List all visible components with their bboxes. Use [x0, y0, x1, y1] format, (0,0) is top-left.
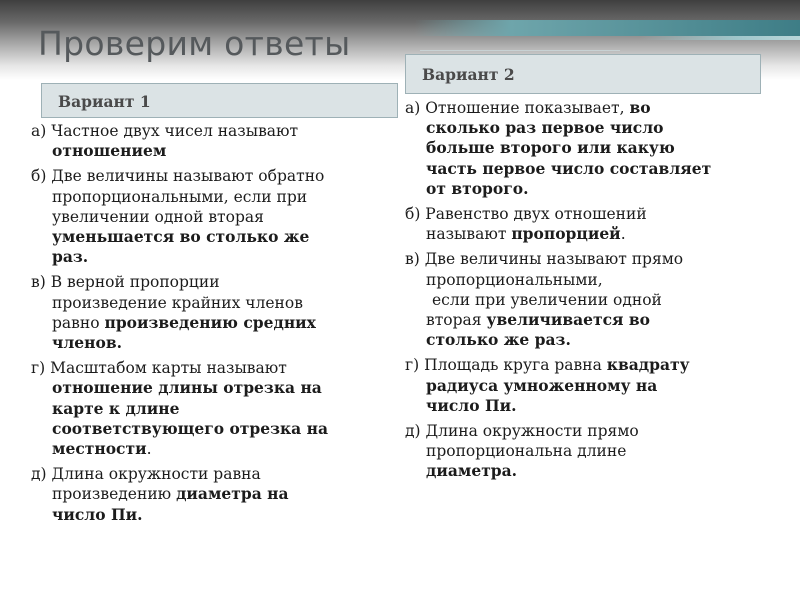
variant-1-answer-v: в) В верной пропорции произведение крайних членов равно произведению средних членов.	[31, 273, 316, 353]
variant-1-answers	[31, 121, 393, 530]
variant-1-answer-g: г) Масштабом карты называют отношение длины отрезка на карте к длине соответствующего отрезка на местности.	[31, 359, 329, 459]
variant-2-answer-d: д) Длина окружности прямо пропорциональна длине диаметра.	[405, 422, 639, 481]
slide-title: Проверим ответы	[38, 24, 351, 63]
variant-2-header: Вариант 2	[405, 54, 761, 94]
variant-2-answer-a: а) Отношение показывает, во сколько раз первое число больше второго или какую часть первое число составляет от второго.	[405, 98, 712, 198]
variant-1-answer-b: б) Две величины называют обратно пропорциональными, если при увеличении одной вторая уменьшается во столько же раз.	[31, 167, 325, 267]
title-divider	[420, 50, 620, 51]
variant-1-answer-a: а) Частное двух чисел называют отношением	[31, 122, 299, 161]
variant-1-header: Вариант 1	[41, 83, 398, 118]
header-accent-bar	[415, 20, 800, 36]
variant-2-answer-v: в) Две величины называют прямо пропорциональными, если при увеличении одной вторая увеличивается во столько же раз.	[405, 250, 684, 350]
variant-1-answer-d: д) Длина окружности равна произведению диаметра на число Пи.	[31, 465, 289, 524]
variant-2-answer-b: б) Равенство двух отношений называют пропорцией.	[405, 205, 647, 244]
variant-2-answers	[405, 98, 775, 487]
header-accent-bar-thin	[640, 36, 800, 40]
variant-2-answer-g: г) Площадь круга равна квадрату радиуса умноженному на число Пи.	[405, 355, 690, 415]
